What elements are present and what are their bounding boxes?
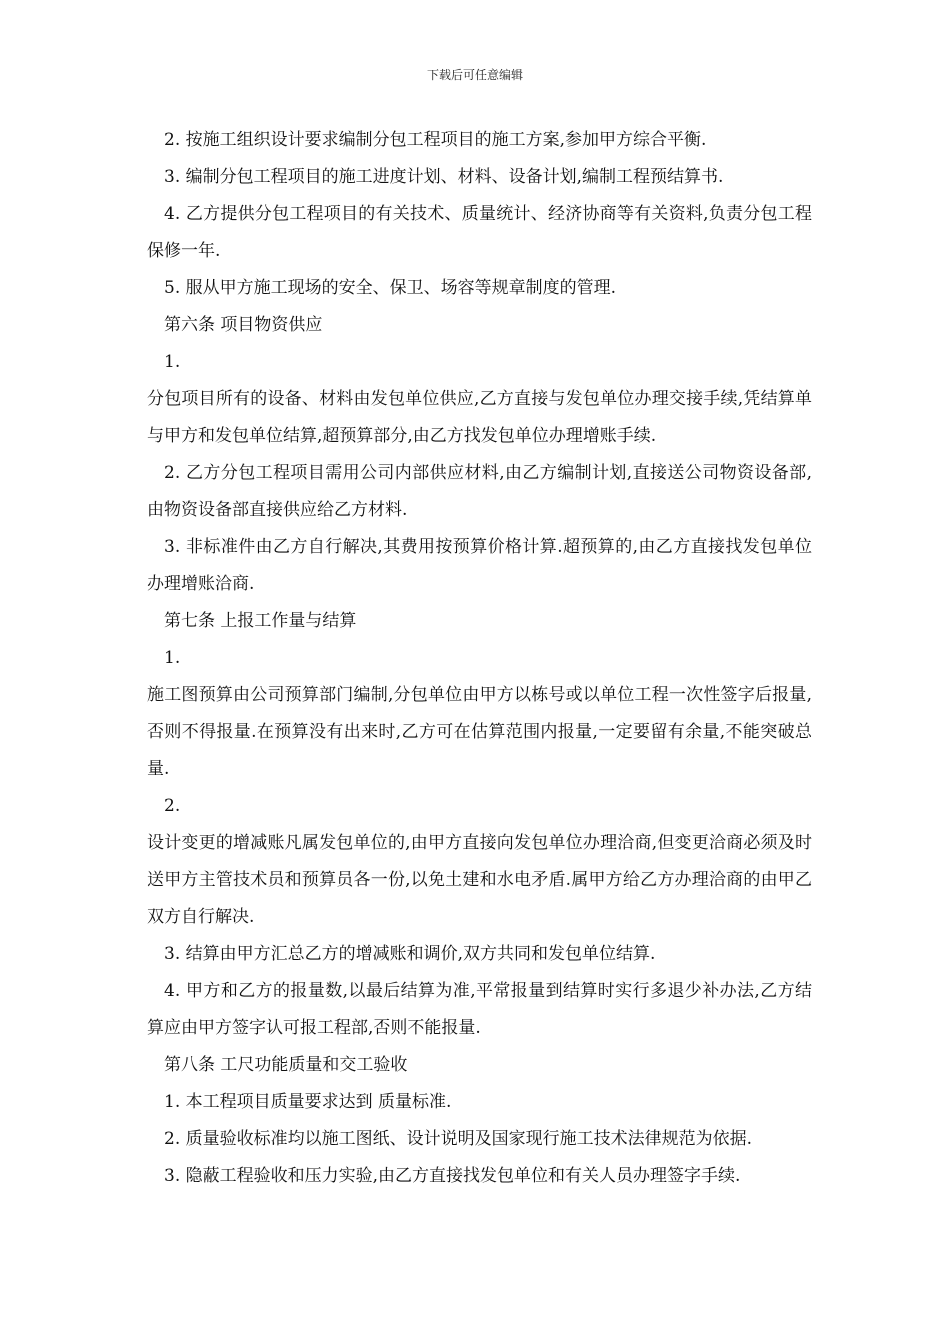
paragraph-item-3: 3. 非标准件由乙方自行解决,其费用按预算价格计算.超预算的,由乙方直接找发包单位办理增账洽商. [147,537,812,594]
paragraph-item-4: 4. 甲方和乙方的报量数,以最后结算为准,平常报量到结算时实行多退少补办法,乙方结算应由甲方签字认可报工程部,否则不能报量. [147,981,812,1038]
paragraph-item-1: 1. 本工程项目质量要求达到 质量标准. [164,1092,452,1112]
paragraph-item-3: 3. 结算由甲方汇总乙方的增减账和调价,双方共同和发包单位结算. [164,944,656,964]
paragraph-item-4: 4. 乙方提供分包工程项目的有关技术、质量统计、经济协商等有关资料,负责分包工程保修一年. [147,204,812,261]
item-number: 1. [164,352,181,372]
paragraph-text: 施工图预算由公司预算部门编制,分包单位由甲方以栋号或以单位工程一次性签字后报量,否则不得报量.在预算没有出来时,乙方可在估算范围内报量,一定要留有余量,不能突破总量. [147,685,812,779]
paragraph-item-3: 3. 编制分包工程项目的施工进度计划、材料、设备计划,编制工程预结算书. [164,167,724,187]
paragraph-item-2: 2. 质量验收标准均以施工图纸、设计说明及国家现行施工技术法律规范为依据. [164,1129,753,1149]
paragraph-item-2: 2. 按施工组织设计要求编制分包工程项目的施工方案,参加甲方综合平衡. [164,130,707,150]
paragraph-item-5: 5. 服从甲方施工现场的安全、保卫、场容等规章制度的管理. [164,278,617,298]
page-header: 下载后可任意编辑 [426,68,523,82]
document-body [147,122,812,1195]
paragraph-text: 设计变更的增减账凡属发包单位的,由甲方直接向发包单位办理洽商,但变更洽商必须及时送甲方主管技术员和预算员各一份,以免土建和水电矛盾.属甲方给乙方办理洽商的由甲乙双方自行解决. [147,833,812,927]
paragraph-item-3: 3. 隐蔽工程验收和压力实验,由乙方直接找发包单位和有关人员办理签字手续. [164,1166,741,1186]
item-number: 1. [164,648,181,668]
paragraph-item-2: 2. 乙方分包工程项目需用公司内部供应材料,由乙方编制计划,直接送公司物资设备部,由物资设备部直接供应给乙方材料. [147,463,812,520]
section-heading-article-8: 第八条 工尺功能质量和交工验收 [164,1055,408,1075]
paragraph-text: 分包项目所有的设备、材料由发包单位供应,乙方直接与发包单位办理交接手续,凭结算单与甲方和发包单位结算,超预算部分,由乙方找发包单位办理增账手续. [147,389,812,446]
section-heading-article-7: 第七条 上报工作量与结算 [164,611,357,631]
section-heading-article-6: 第六条 项目物资供应 [164,315,323,335]
item-number: 2. [164,796,181,816]
